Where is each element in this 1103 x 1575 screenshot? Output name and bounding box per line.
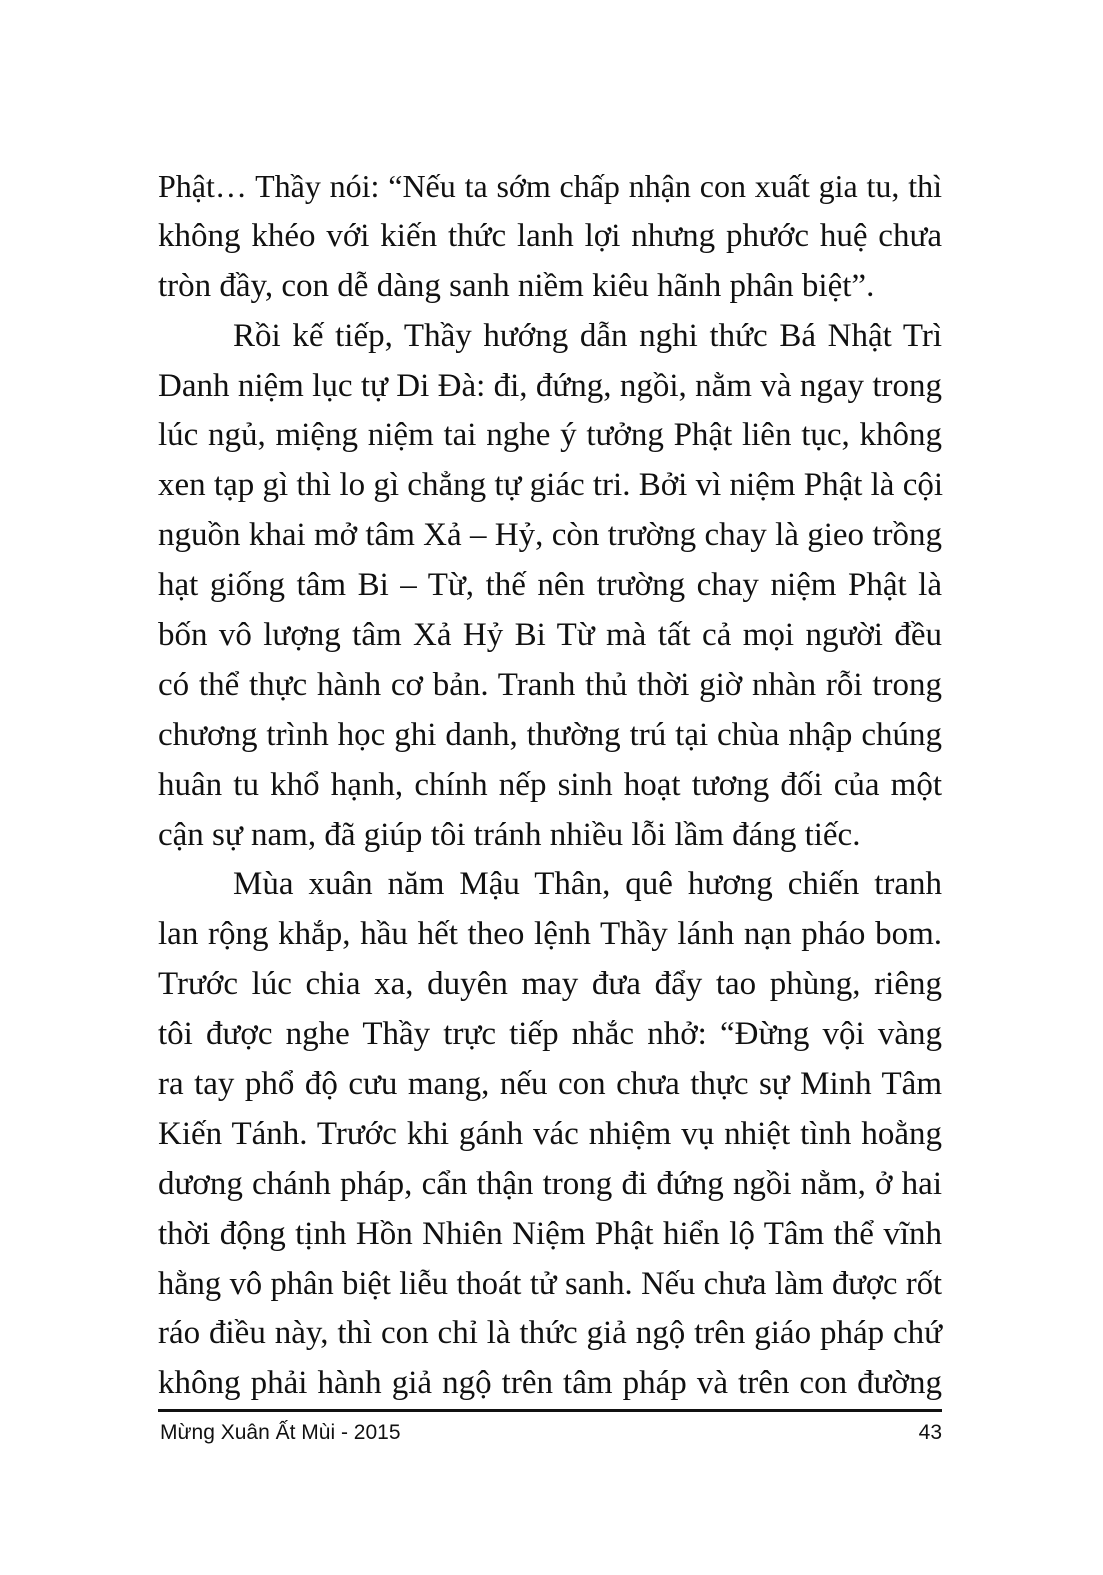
text-line: Trước lúc chia xa, duyên may đưa đẩy tao phùng, riêng xyxy=(158,966,942,1003)
text-line: lúc ngủ, miệng niệm tai nghe ý tưởng Phật liên tục, không xyxy=(158,417,942,454)
page-footer xyxy=(158,1421,942,1455)
text-line: Kiến Tánh. Trước khi gánh vác nhiệm vụ nhiệt tình hoằng xyxy=(158,1115,942,1152)
text-line: hằng vô phân biệt liễu thoát tử sanh. Nếu chưa làm được rốt xyxy=(158,1265,942,1302)
text-line: lan rộng khắp, hầu hết theo lệnh Thầy lánh nạn pháo bom. xyxy=(158,916,942,953)
text-line: nguồn khai mở tâm Xả – Hỷ, còn trường chay là gieo trồng xyxy=(158,517,942,554)
text-line: huân tu khổ hạnh, chính nếp sinh hoạt tương đối của một xyxy=(158,766,942,803)
text-line: hạt giống tâm Bi – Từ, thế nên trường chay niệm Phật là xyxy=(158,567,942,604)
text-line: Phật… Thầy nói: “Nếu ta sớm chấp nhận con xuất gia tu, thì xyxy=(158,168,942,204)
text-line: Rồi kế tiếp, Thầy hướng dẫn nghi thức Bá Nhật Trì xyxy=(233,317,942,354)
text-line: bốn vô lượng tâm Xả Hỷ Bi Từ mà tất cả mọi người đều xyxy=(158,617,942,654)
text-line: ráo điều này, thì con chỉ là thức giả ngộ trên giáo pháp chứ xyxy=(158,1315,942,1352)
text-line: dương chánh pháp, cẩn thận trong đi đứng ngồi nằm, ở hai xyxy=(158,1165,942,1202)
text-line: thời động tịnh Hồn Nhiên Niệm Phật hiển lộ Tâm thể vĩnh xyxy=(158,1215,942,1252)
text-line: Mùa xuân năm Mậu Thân, quê hương chiến tranh xyxy=(233,866,942,903)
text-line: không phải hành giả ngộ trên tâm pháp và trên con đường xyxy=(158,1365,942,1402)
body-text xyxy=(158,162,942,1409)
text-line: chương trình học ghi danh, thường trú tại chùa nhập chúng xyxy=(158,716,942,753)
text-line: cận sự nam, đã giúp tôi tránh nhiều lỗi lầm đáng tiếc. xyxy=(158,816,861,853)
page-number: 43 xyxy=(918,1421,942,1444)
footer-title: Mừng Xuân Ất Mùi - 2015 xyxy=(160,1421,401,1444)
text-line: Danh niệm lục tự Di Đà: đi, đứng, ngồi, nằm và ngay trong xyxy=(158,367,942,404)
text-line: tròn đầy, con dễ dàng sanh niềm kiêu hãnh phân biệt”. xyxy=(158,267,875,304)
text-line: ra tay phổ độ cưu mang, nếu con chưa thực sự Minh Tâm xyxy=(158,1066,942,1103)
text-line: tôi được nghe Thầy trực tiếp nhắc nhở: “Đừng vội vàng xyxy=(158,1016,942,1053)
text-line: không khéo với kiến thức lanh lợi nhưng phước huệ chưa xyxy=(158,217,942,254)
footer-divider xyxy=(158,1409,942,1412)
text-line: xen tạp gì thì lo gì chẳng tự giác tri. Bởi vì niệm Phật là cội xyxy=(158,467,944,504)
text-line: có thể thực hành cơ bản. Tranh thủ thời giờ nhàn rỗi trong xyxy=(158,666,942,703)
